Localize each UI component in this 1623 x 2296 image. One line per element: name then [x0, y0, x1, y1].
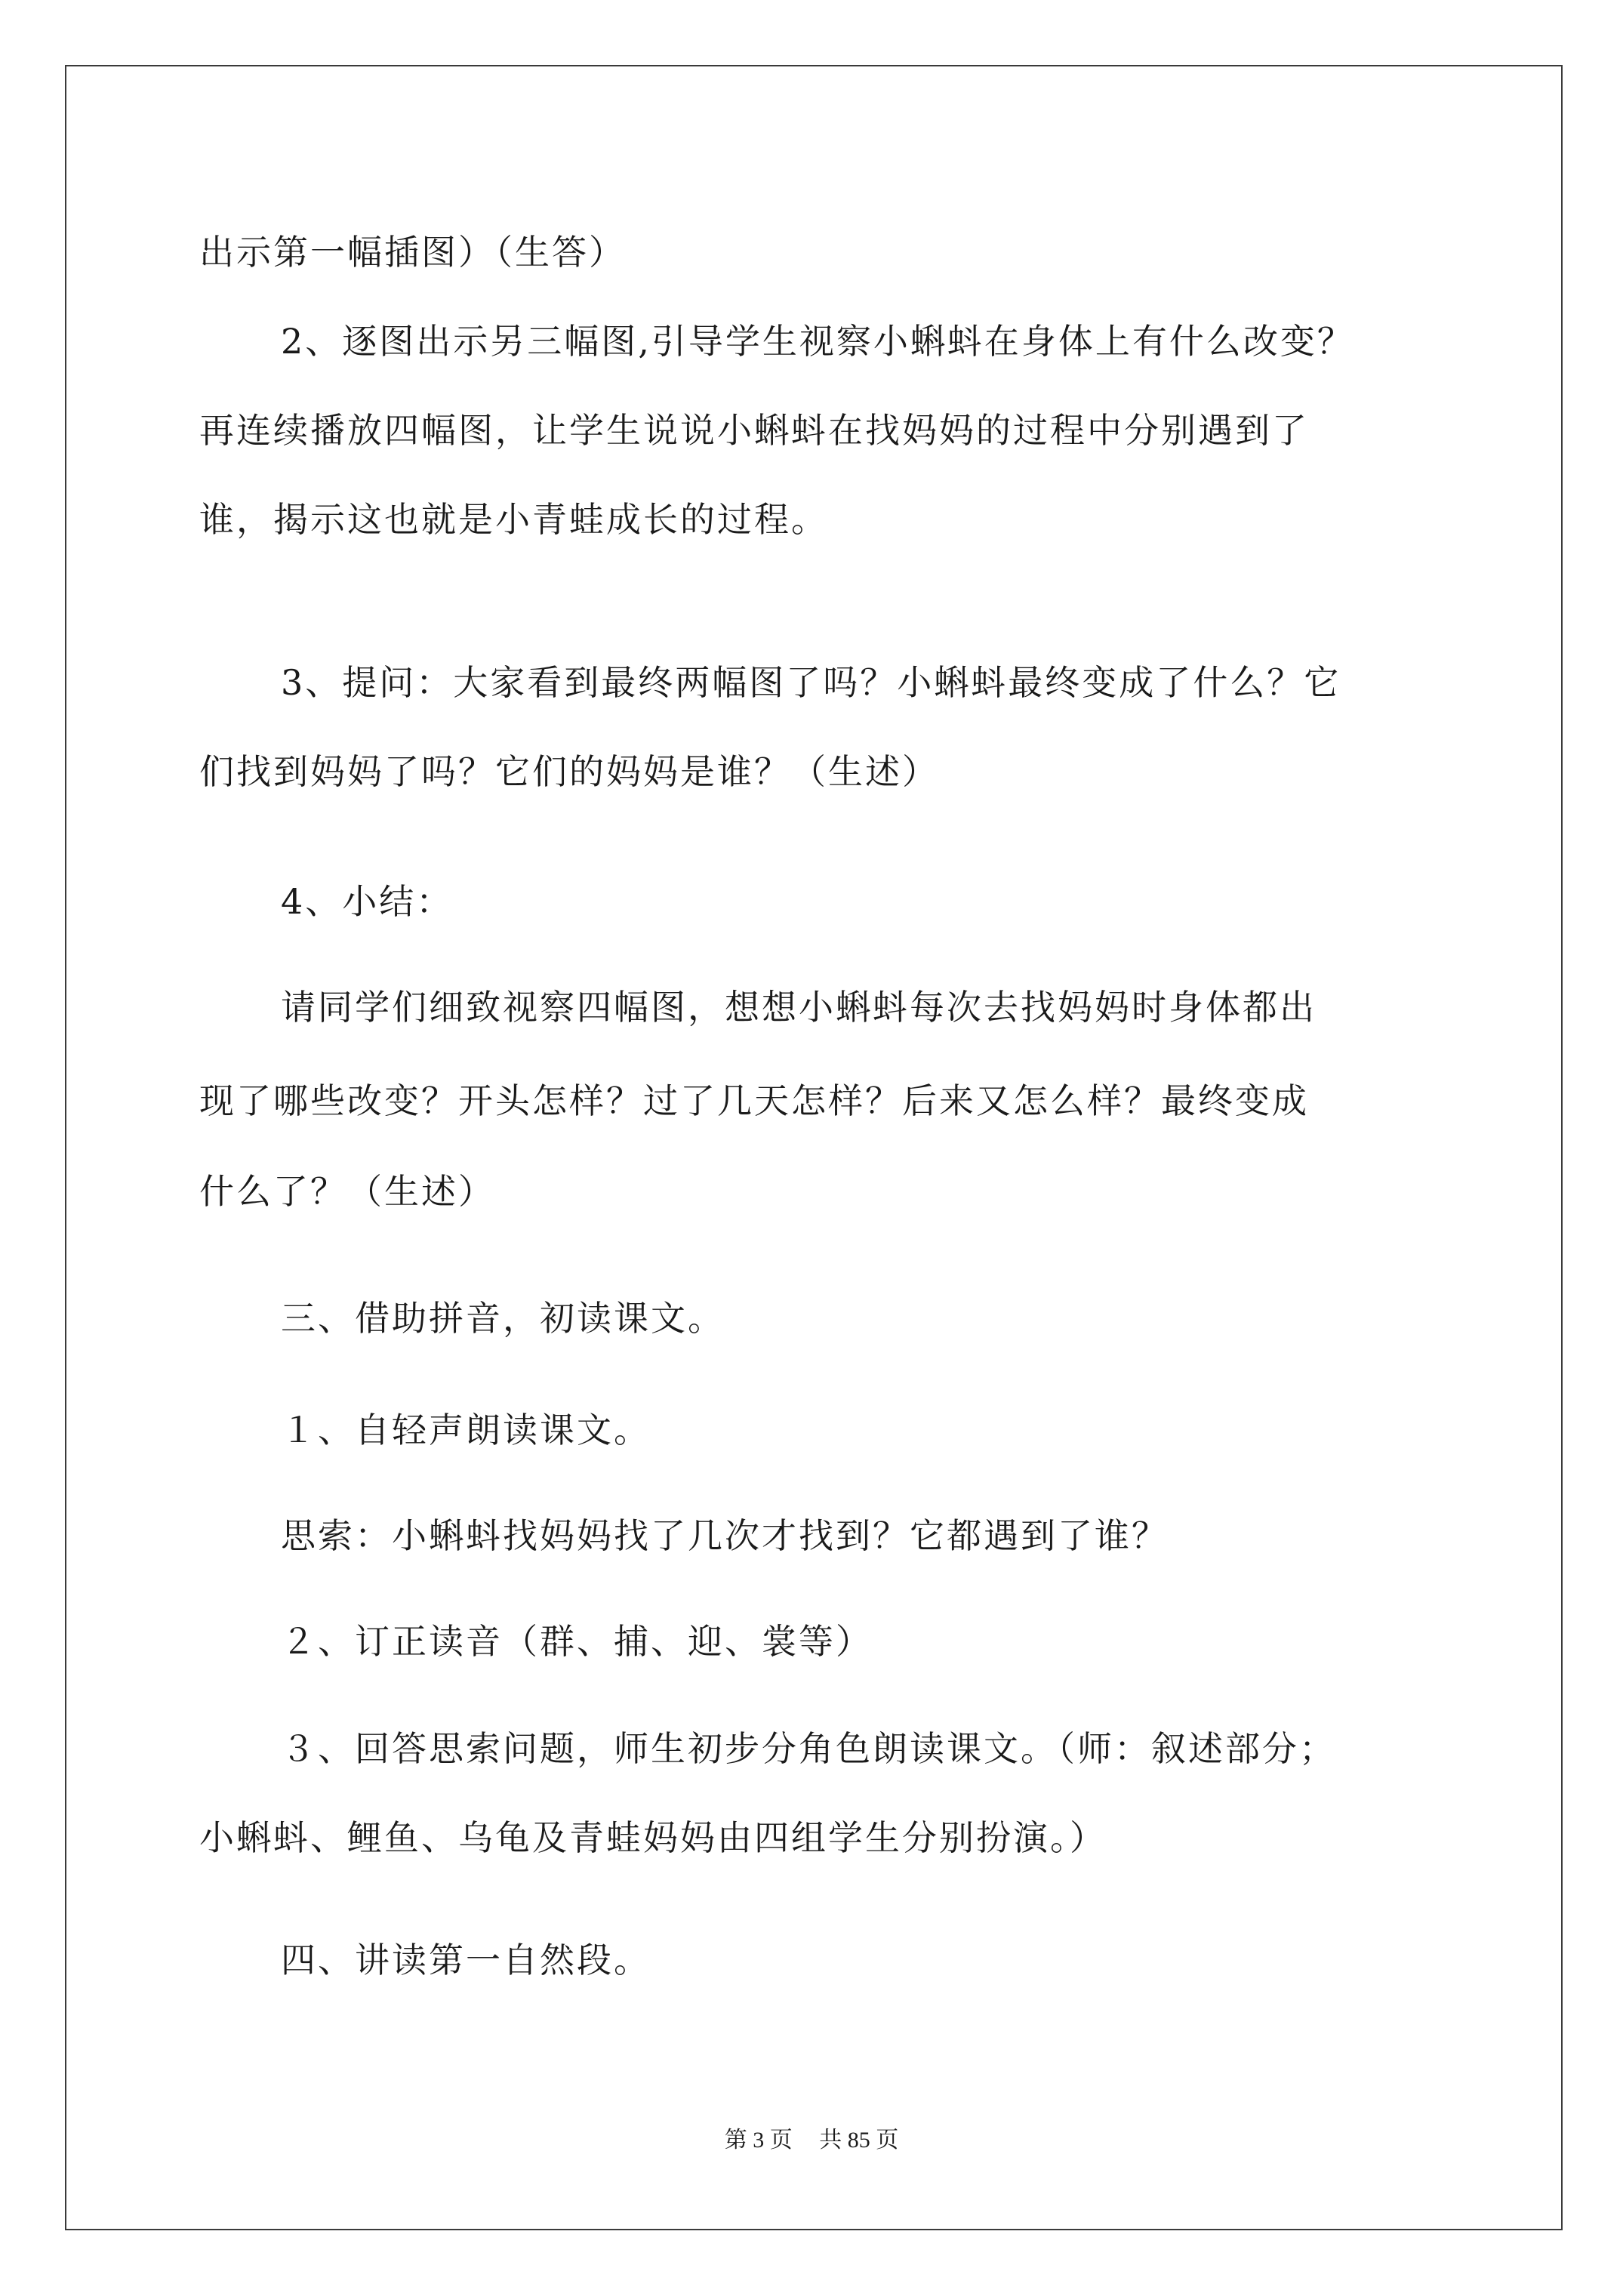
- text-line: 2、逐图出示另三幅图,引导学生视察小蝌蚪在身体上有什么改变？: [281, 321, 1354, 362]
- text-line: 们找到妈妈了吗？它们的妈妈是谁？（生述）: [199, 751, 939, 792]
- page-total: 共 85 页: [819, 2128, 899, 2153]
- text-line: 三、借助拼音，初读课文。: [281, 1298, 725, 1339]
- text-line: 请同学们细致视察四幅图，想想小蝌蚪每次去找妈妈时身体都出: [281, 987, 1317, 1028]
- text-line: 4、小结：: [281, 881, 454, 922]
- page-footer: [0, 2125, 1623, 2156]
- text-line: 再连续播放四幅图，让学生说说小蝌蚪在找妈妈的过程中分别遇到了: [199, 410, 1309, 451]
- text-line: 小蝌蚪、鲤鱼、乌龟及青蛙妈妈由四组学生分别扮演。）: [199, 1817, 1107, 1858]
- text-line: ３、回答思索问题，师生初步分角色朗读课文。（师：叙述部分；: [281, 1728, 1336, 1769]
- page-number: 第 3 页: [724, 2128, 793, 2153]
- text-line: 谁，揭示这也就是小青蛙成长的过程。: [199, 499, 828, 540]
- page-border: [65, 65, 1563, 2230]
- text-line: 3、提问：大家看到最终两幅图了吗？小蝌蚪最终变成了什么？它: [281, 662, 1341, 703]
- text-line: 思索：小蝌蚪找妈妈找了几次才找到？它都遇到了谁？: [281, 1515, 1169, 1556]
- text-line: 出示第一幅插图）（生答）: [199, 232, 626, 273]
- text-line: 四、讲读第一自然段。: [281, 1940, 651, 1980]
- text-line: 现了哪些改变？开头怎样？过了几天怎样？后来又怎么样？最终变成: [199, 1080, 1309, 1121]
- text-line: 什么了？（生述）: [199, 1171, 495, 1212]
- text-line: ２、订正读音（群、捕、迎、裳等）: [281, 1621, 873, 1662]
- text-line: １、自轻声朗读课文。: [281, 1410, 651, 1450]
